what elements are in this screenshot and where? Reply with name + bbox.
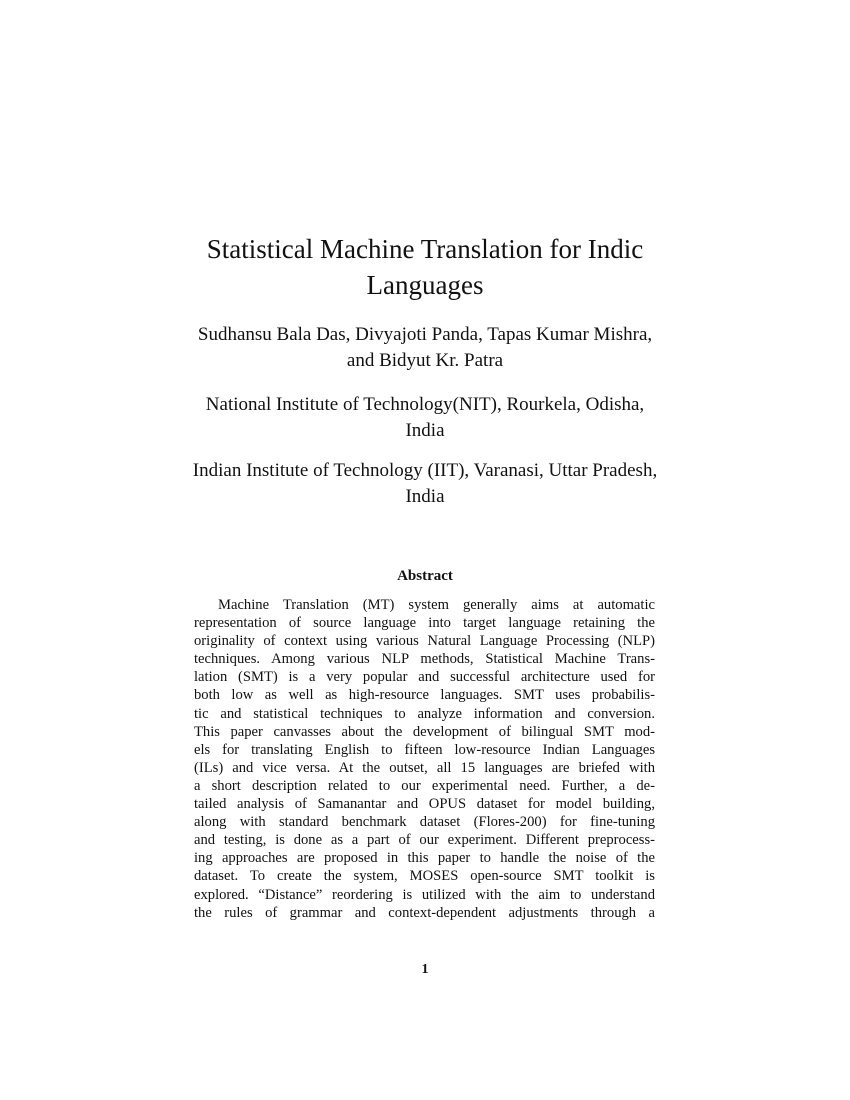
abstract-line: techniques. Among various NLP methods, Statistical Machine Trans- — [194, 651, 655, 668]
abstract-line: lation (SMT) is a very popular and successful architecture used for — [194, 669, 655, 686]
affiliation-iit-line-2: India — [405, 486, 445, 507]
paper-title — [0, 231, 850, 303]
abstract-line: along with standard benchmark dataset (Flores-200) for fine-tuning — [194, 814, 655, 831]
abstract-line: This paper canvasses about the development of bilingual SMT mod- — [194, 723, 655, 740]
page-number: 1 — [421, 962, 429, 977]
abstract-line: the rules of grammar and context-dependent adjustments through a — [194, 904, 655, 921]
paper-title-line-1: Statistical Machine Translation for Indic — [206, 234, 644, 264]
abstract-line: explored. “Distance” reordering is utilized with the aim to understand — [194, 886, 655, 903]
abstract-line: Machine Translation (MT) system generally aims at automatic — [218, 597, 655, 613]
abstract-line: ing approaches are proposed in this paper to handle the noise of the — [194, 850, 655, 867]
paper-title-line-2: Languages — [366, 270, 484, 300]
abstract-line: dataset. To create the system, MOSES open-source SMT toolkit is — [194, 868, 655, 885]
author-line-2: and Bidyut Kr. Patra — [346, 350, 504, 371]
affiliation-nit-line-2: India — [405, 420, 445, 441]
abstract-body — [194, 596, 655, 922]
abstract-line: representation of source language into target language retaining the — [194, 615, 655, 632]
abstract-line: and testing, is done as a part of our experiment. Different preprocess- — [194, 832, 655, 849]
abstract-line: a short description related to our experimental need. Further, a de- — [194, 777, 655, 794]
affiliation-nit-line-1: National Institute of Technology(NIT), Rourkela, Odisha, — [205, 394, 645, 415]
abstract-line: both low as well as high-resource languages. SMT uses probabilis- — [194, 687, 655, 704]
abstract-line: (ILs) and vice versa. At the outset, all 15 languages are briefed with — [194, 759, 655, 776]
affiliation-iit — [0, 458, 850, 510]
abstract-line: els for translating English to fifteen low-resource Indian Languages — [194, 741, 655, 758]
affiliation-nit — [0, 392, 850, 444]
author-list — [0, 322, 850, 374]
abstract-line: tic and statistical techniques to analyze information and conversion. — [194, 705, 655, 722]
author-line-1: Sudhansu Bala Das, Divyajoti Panda, Tapas Kumar Mishra, — [197, 324, 653, 345]
abstract-line: tailed analysis of Samanantar and OPUS dataset for model building, — [194, 796, 655, 813]
abstract-line: originality of context using various Natural Language Processing (NLP) — [194, 633, 655, 650]
affiliation-iit-line-1: Indian Institute of Technology (IIT), Varanasi, Uttar Pradesh, — [192, 460, 658, 481]
abstract-heading: Abstract — [397, 568, 453, 584]
